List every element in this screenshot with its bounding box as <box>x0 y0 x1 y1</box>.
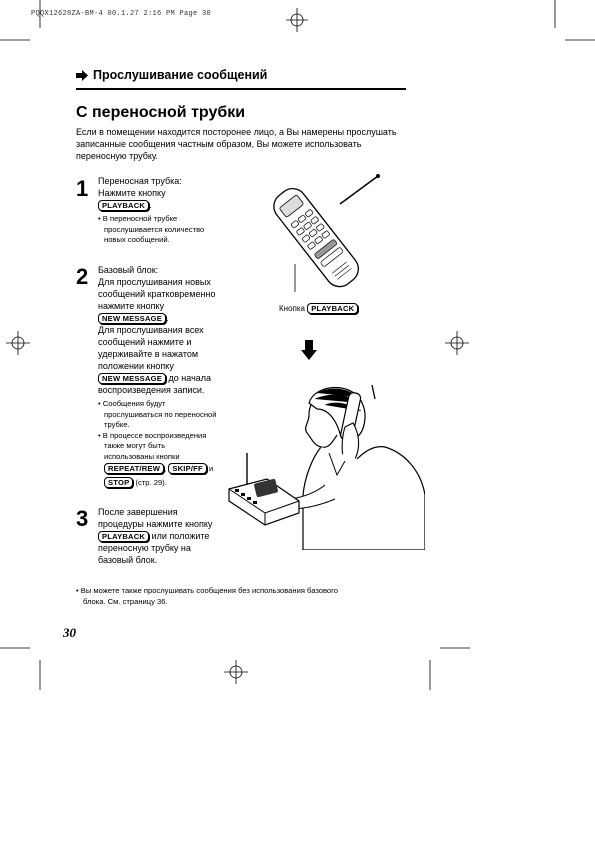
stop-key: STOP <box>104 477 133 488</box>
step-text: Базовый блок: <box>98 265 159 275</box>
handset-illustration <box>262 172 392 297</box>
page-number: 30 <box>63 625 76 640</box>
arrow-right-icon <box>76 70 89 81</box>
step-text: Нажмите кнопку <box>98 188 166 198</box>
skip-ff-key: SKIP/FF <box>168 463 207 474</box>
step-text: или положите <box>151 531 210 541</box>
page-reference: (стр. 29). <box>135 477 167 487</box>
step-number: 2 <box>76 264 89 289</box>
section-rule <box>76 88 406 90</box>
new-message-key: NEW MESSAGE <box>98 313 166 324</box>
callout-label: Кнопка <box>279 304 305 313</box>
step-text: переносную трубку на <box>98 543 191 553</box>
note-text: Сообщения будут <box>102 399 166 408</box>
step-text: процедуры нажмите кнопку <box>98 519 213 529</box>
footnote: • Вы можете также прослушивать сообщения без использования базового блока. См. страницу 36. <box>76 586 416 607</box>
step-text: Переносная трубка: <box>98 176 182 186</box>
note-text: прослушиваться по переносной <box>104 409 217 419</box>
step-text: удерживайте в нажатом <box>98 349 199 359</box>
step-text: сообщений кратковременно <box>98 289 216 299</box>
man-listening-illustration <box>225 375 425 550</box>
note-text: новых сообщений. <box>104 235 170 244</box>
step-text: Для прослушивания всех <box>98 325 204 335</box>
playback-key: PLAYBACK <box>98 200 149 211</box>
footnote-text: блока. См. страницу 36. <box>83 596 168 606</box>
step-2: Базовый блок: Для прослушивания новых сообщений кратковременно нажмите кнопку NEW MESSAGE . Для прослушивания всех сообщений нажмите и удерживайте в нажатом положении кнопку NEW MESSAGE до начала воспроизведения записи. • Сообщения будут прослушиваться по переносной трубке. • В процессе воспроизведения также могут быть использованы кнопки REPEAT/REW , SKIP/FF и STOP (стр. 29). <box>98 264 248 488</box>
button-callout <box>279 303 358 314</box>
new-message-key: NEW MESSAGE <box>98 373 166 384</box>
playback-key: PLAYBACK <box>98 531 149 542</box>
print-header: PQQX12628ZA-BM-4 00.1.27 2:16 PM Page 30 <box>31 10 212 18</box>
step-text: После завершения <box>98 507 178 517</box>
intro-paragraph: Если в помещении находится посторонее лицо, а Вы намерены прослушать записанные сообщения частным образом, Вы можете использовать переносную трубку. <box>76 127 397 161</box>
step-number: 3 <box>76 506 89 531</box>
step-text: базовый блок. <box>98 555 158 565</box>
page-title: С переносной трубки <box>76 104 246 121</box>
note-text: использованы кнопки <box>104 451 180 461</box>
note-text: В переносной трубке <box>102 214 178 223</box>
step-text: нажмите кнопку <box>98 301 165 311</box>
note-text: прослушивается количество <box>104 224 205 234</box>
step-text: Для прослушивания новых <box>98 277 211 287</box>
footnote-text: Вы можете также прослушивать сообщения без использования базового <box>80 586 338 595</box>
step-text: положении кнопку <box>98 361 174 371</box>
arrow-down-icon <box>301 340 317 360</box>
note-text: и <box>208 464 214 473</box>
note-text: также могут быть <box>104 441 166 450</box>
step-1: Переносная трубка: Нажмите кнопку PLAYBACK . • В переносной трубке прослушивается количество новых сообщений. <box>98 175 238 246</box>
note-text: трубке. <box>104 420 130 429</box>
step-text: до начала <box>168 373 212 383</box>
repeat-rew-key: REPEAT/REW <box>104 463 164 474</box>
section-header <box>76 68 267 82</box>
note-text: В процессе воспроизведения <box>102 430 207 440</box>
step-text: сообщений нажмите и <box>98 337 192 347</box>
step-text: воспроизведения записи. <box>98 385 205 395</box>
playback-key: PLAYBACK <box>307 303 358 314</box>
step-number: 1 <box>76 176 89 201</box>
section-title: Прослушивание сообщений <box>93 68 268 82</box>
